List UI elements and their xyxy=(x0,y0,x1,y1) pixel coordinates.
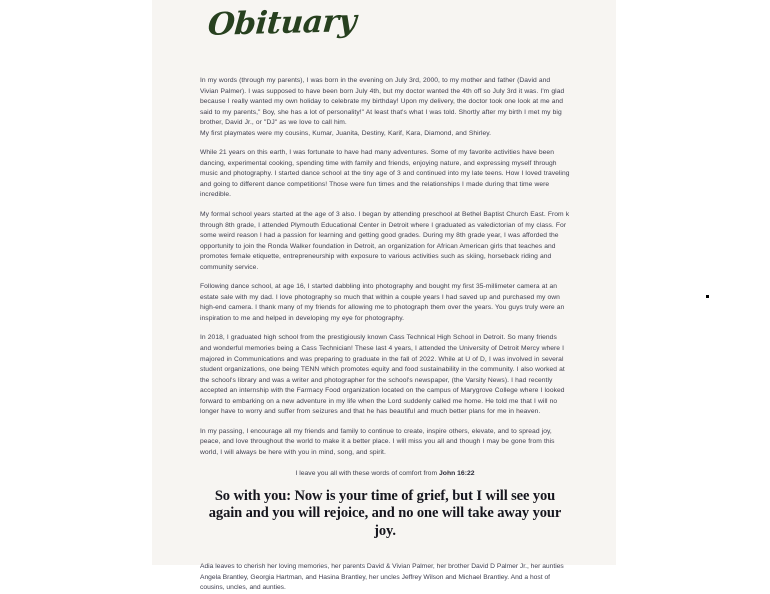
paragraph-college: In 2018, I graduated high school from the prestigiously known Cass Technical High School in Detroit. So many friends and wonderful memories being a Cass Technician! These last 4 years, I attended the University of Detroit Mercy where I majored in Communications and was preparing to graduate in the fall of 2022. While at U of D, I was involved in several student organizations, one being TENN which promotes equity and food sustainability in the community. I also worked at the school's library and was a writer and photographer for the school's newspaper, (the Varsity News). I had recently accepted an internship with the Farmacy Food organization located on the campus of Marygrove College where I looked forward to embarking on a new adventure in my life when the Lord suddenly called me home. He told me that I will no longer have to worry and suffer from seizures and that he has beautiful and much better plans for me in heaven. xyxy=(200,334,565,416)
scripture-reference-line xyxy=(200,468,570,479)
paragraph-adventures: While 21 years on this earth, I was fortunate to have had many adventures. Some of my favorite activities have been dancing, experimental cooking, spending time with family and friends, enjoying nature, and expressing myself through music and photography. I started dance school at the tiny age of 3 and continued into my late teens. How I loved traveling and going to different dance competitions! Those were fun times and the relationships I made during that time were incredible. xyxy=(200,149,570,199)
obituary-body xyxy=(200,76,570,594)
paragraph-survivors: Adia leaves to cherish her loving memories, her parents David & Vivian Palmer, her brother David D Palmer Jr., her aunties Angela Brantley, Georgia Hartman, and Hasina Brantley, her uncles Jeffrey Wilson and Michael Brantley. And a host of cousins, uncles, and aunties. xyxy=(200,563,564,592)
cursor-artifact-dot xyxy=(706,295,709,298)
paragraph-playmates: My first playmates were my cousins, Kumar, Juanita, Destiny, Karif, Kara, Diamond, and Shirley. xyxy=(200,129,492,137)
scripture-intro-text: I leave you all with these words of comfort from xyxy=(295,469,440,477)
scripture-quote: So with you: Now is your time of grief, but I will see you again and you will rejoice, and no one will take away your joy. xyxy=(208,487,562,539)
paragraph-passing: In my passing, I encourage all my friends and family to continue to create, inspire others, elevate, and to spread joy, peace, and love throughout the world to make it a better place. I will miss you all and though I may be gone from this world, I will always be here with you in mind, song, and spirit. xyxy=(200,427,555,456)
paragraph-photography: Following dance school, at age 16, I started dabbling into photography and bought my first 35-millimeter camera at an estate sale with my dad. I love photography so much that within a couple years I had saved up and purchased my own high-end camera. I thank many of my friends for allowing me to photograph them over the years. You guys truly were an inspiration to me and helped in developing my eye for photography. xyxy=(200,283,565,322)
paragraph-school-years: My formal school years started at the age of 3 also. I began by attending preschool at Bethel Baptist Church East. From k through 8th grade, I attended Plymouth Educational Center in Detroit where I graduated as valedictorian of my class. For some weird reason I had a passion for learning and getting good grades. During my 8th grade year, I was afforded the opportunity to join the Ronda Walker foundation in Detroit, an organization for African American girls that teaches and promotes female etiquette, entrepreneurship with exposure to various activities such as skiing, horseback riding and community service. xyxy=(200,211,570,271)
scripture-citation: John 16:22 xyxy=(439,469,475,477)
page-title: Obituary xyxy=(206,3,358,43)
document-content-area xyxy=(176,0,592,592)
paragraph-birth: In my words (through my parents), I was born in the evening on July 3rd, 2000, to my mother and father (David and Vivian Palmer). I was supposed to have been born July 4th, but my doctor wanted the 4th off so July 3rd it was. I'm glad because I really wanted my own holiday to celebrate my birthday! Upon my delivery, the doctor took one look at me and said to my parents," Boy, she has a lot of personality!" At least that's what I was told. Shortly after my birth I met my big brother, David Jr., or "DJ" as we love to call him. xyxy=(200,77,565,127)
obituary-document-page xyxy=(152,0,616,592)
